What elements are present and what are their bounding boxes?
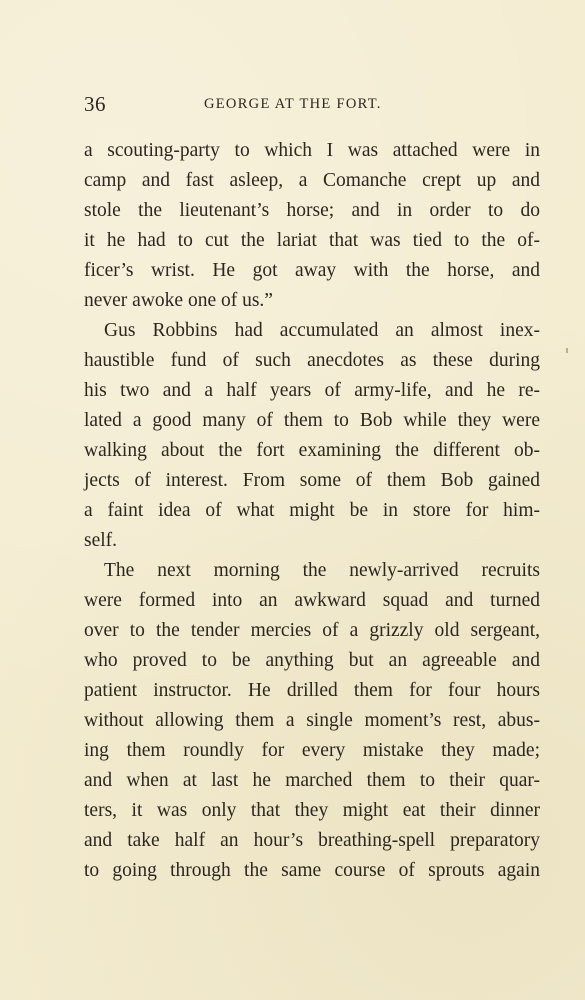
text-line: his two and a half years of army-life, and he re-	[84, 380, 540, 401]
text-line: a faint idea of what might be in store for him-	[84, 500, 540, 521]
text-line: and when at last he marched them to their quar-	[84, 770, 540, 791]
text-line: over to the tender mercies of a grizzly old sergeant,	[84, 620, 540, 641]
text-line: were formed into an awkward squad and turned	[84, 590, 540, 611]
text-line: The next morning the newly-arrived recruits	[104, 560, 540, 581]
page-header	[84, 92, 540, 116]
text-line: lated a good many of them to Bob while they were	[84, 410, 540, 431]
text-line: haustible fund of such anecdotes as these during	[84, 350, 540, 371]
text-line: ing them roundly for every mistake they made;	[84, 740, 540, 761]
text-line: ters, it was only that they might eat their dinner	[84, 800, 540, 821]
text-line: a scouting-party to which I was attached were in	[84, 140, 540, 161]
text-line: jects of interest. From some of them Bob gained	[84, 470, 540, 491]
page-number: 36	[84, 92, 106, 116]
running-head: GEORGE AT THE FORT.	[204, 96, 382, 112]
text-line: walking about the fort examining the different ob-	[84, 440, 540, 461]
text-line: ficer’s wrist. He got away with the horse, and	[84, 260, 540, 281]
text-line: to going through the same course of sprouts again	[84, 860, 540, 881]
text-line: it he had to cut the lariat that was tied to the of-	[84, 230, 540, 251]
body-text	[84, 136, 540, 886]
text-line: self.	[84, 530, 118, 551]
text-line: patient instructor. He drilled them for four hours	[84, 680, 540, 701]
text-line: never awoke one of us.”	[84, 290, 273, 311]
text-line: without allowing them a single moment’s rest, abus-	[84, 710, 540, 731]
margin-speck	[566, 348, 568, 353]
text-line: stole the lieutenant’s horse; and in order to do	[84, 200, 540, 221]
text-line: camp and fast asleep, a Comanche crept up and	[84, 170, 540, 191]
text-line: and take half an hour’s breathing-spell preparatory	[84, 830, 540, 851]
text-line: who proved to be anything but an agreeable and	[84, 650, 540, 671]
text-line: Gus Robbins had accumulated an almost inex-	[104, 320, 540, 341]
